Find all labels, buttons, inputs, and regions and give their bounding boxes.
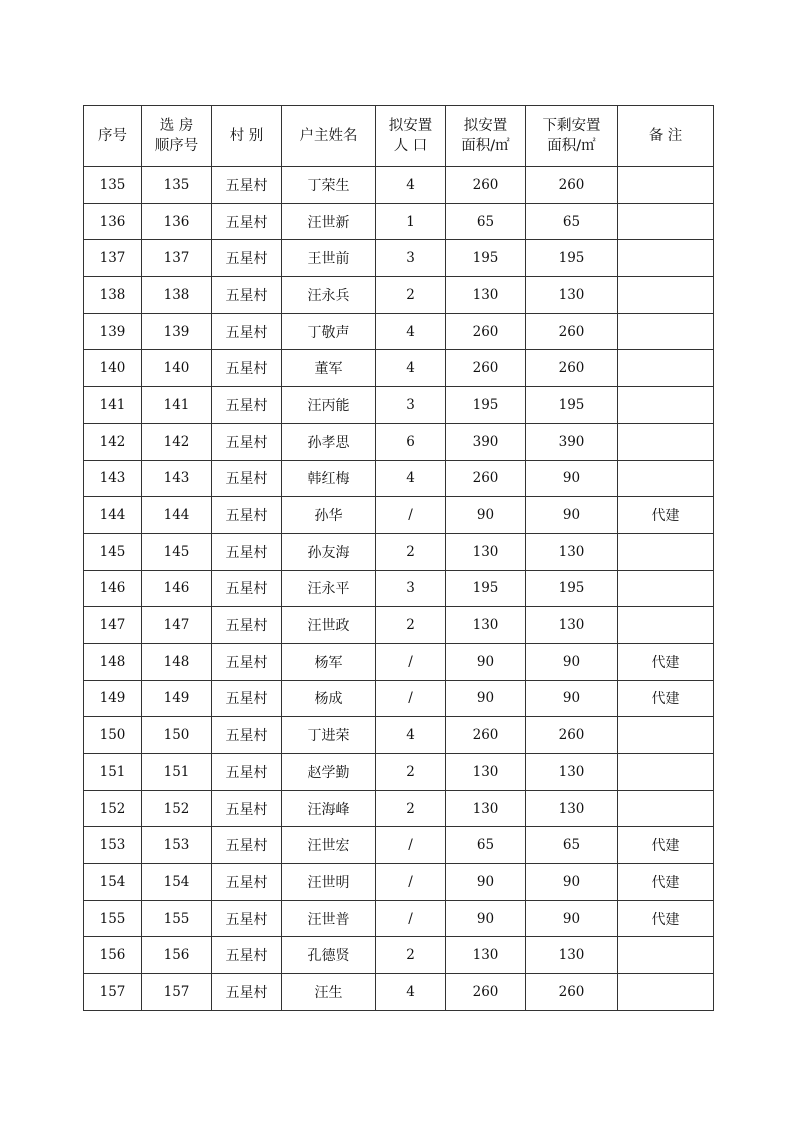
cell-planned-area: 260 xyxy=(446,167,526,204)
cell-select-order: 153 xyxy=(142,827,212,864)
cell-planned-people: / xyxy=(376,643,446,680)
header-planned-people-line1: 拟安置 xyxy=(388,118,433,134)
header-planned-area-line2: 面积/㎡ xyxy=(461,138,510,154)
cell-planned-people: 2 xyxy=(376,937,446,974)
cell-planned-area: 65 xyxy=(446,827,526,864)
cell-planned-area: 130 xyxy=(446,607,526,644)
cell-planned-area: 90 xyxy=(446,643,526,680)
cell-householder: 汪永平 xyxy=(282,570,376,607)
cell-seq: 157 xyxy=(84,974,142,1011)
header-planned-area-line1: 拟安置 xyxy=(463,118,508,134)
table-row xyxy=(84,423,714,460)
cell-remaining-area: 90 xyxy=(526,497,618,534)
table-row xyxy=(84,643,714,680)
cell-seq: 146 xyxy=(84,570,142,607)
cell-planned-area: 90 xyxy=(446,864,526,901)
header-planned-area xyxy=(446,106,526,167)
cell-remark: 代建 xyxy=(618,864,714,901)
cell-seq: 145 xyxy=(84,533,142,570)
cell-remaining-area: 195 xyxy=(526,387,618,424)
cell-remark xyxy=(618,350,714,387)
cell-householder: 杨成 xyxy=(282,680,376,717)
cell-select-order: 136 xyxy=(142,203,212,240)
table-row xyxy=(84,460,714,497)
cell-seq: 138 xyxy=(84,277,142,314)
cell-planned-area: 130 xyxy=(446,277,526,314)
cell-householder: 汪世新 xyxy=(282,203,376,240)
cell-remark xyxy=(618,790,714,827)
cell-householder: 汪生 xyxy=(282,974,376,1011)
cell-seq: 144 xyxy=(84,497,142,534)
cell-village: 五星村 xyxy=(212,167,282,204)
cell-select-order: 144 xyxy=(142,497,212,534)
cell-householder: 汪世宏 xyxy=(282,827,376,864)
cell-remaining-area: 65 xyxy=(526,827,618,864)
cell-planned-people: 3 xyxy=(376,570,446,607)
table-body xyxy=(84,167,714,1011)
cell-remark: 代建 xyxy=(618,680,714,717)
cell-seq: 153 xyxy=(84,827,142,864)
cell-planned-area: 90 xyxy=(446,680,526,717)
cell-planned-people: 2 xyxy=(376,754,446,791)
cell-remaining-area: 130 xyxy=(526,937,618,974)
cell-seq: 155 xyxy=(84,900,142,937)
cell-planned-area: 195 xyxy=(446,240,526,277)
cell-select-order: 139 xyxy=(142,313,212,350)
cell-householder: 丁敬声 xyxy=(282,313,376,350)
header-seq xyxy=(84,106,142,167)
cell-planned-people: 4 xyxy=(376,460,446,497)
cell-remaining-area: 130 xyxy=(526,754,618,791)
table-row xyxy=(84,277,714,314)
cell-village: 五星村 xyxy=(212,937,282,974)
cell-planned-people: / xyxy=(376,827,446,864)
cell-planned-area: 90 xyxy=(446,900,526,937)
cell-village: 五星村 xyxy=(212,423,282,460)
cell-householder: 汪世政 xyxy=(282,607,376,644)
cell-village: 五星村 xyxy=(212,754,282,791)
header-remaining-area xyxy=(526,106,618,167)
cell-select-order: 142 xyxy=(142,423,212,460)
cell-planned-area: 130 xyxy=(446,937,526,974)
cell-remark xyxy=(618,607,714,644)
cell-remark: 代建 xyxy=(618,827,714,864)
header-village xyxy=(212,106,282,167)
cell-planned-people: 1 xyxy=(376,203,446,240)
cell-seq: 149 xyxy=(84,680,142,717)
cell-remark: 代建 xyxy=(618,643,714,680)
header-householder xyxy=(282,106,376,167)
cell-householder: 汪永兵 xyxy=(282,277,376,314)
header-planned-people-line2: 人 口 xyxy=(393,138,428,154)
cell-seq: 135 xyxy=(84,167,142,204)
cell-planned-area: 260 xyxy=(446,974,526,1011)
table-row xyxy=(84,203,714,240)
cell-select-order: 147 xyxy=(142,607,212,644)
cell-planned-area: 65 xyxy=(446,203,526,240)
cell-planned-people: / xyxy=(376,680,446,717)
table-row xyxy=(84,790,714,827)
allocation-table xyxy=(83,105,714,1011)
table-row xyxy=(84,387,714,424)
header-village-text: 村 别 xyxy=(229,128,264,144)
header-select-order-line2: 顺序号 xyxy=(154,138,199,154)
table-row xyxy=(84,533,714,570)
cell-village: 五星村 xyxy=(212,313,282,350)
cell-village: 五星村 xyxy=(212,497,282,534)
cell-planned-area: 195 xyxy=(446,387,526,424)
cell-planned-people: 4 xyxy=(376,167,446,204)
cell-remaining-area: 390 xyxy=(526,423,618,460)
cell-planned-area: 90 xyxy=(446,497,526,534)
cell-village: 五星村 xyxy=(212,277,282,314)
cell-village: 五星村 xyxy=(212,350,282,387)
cell-householder: 丁进荣 xyxy=(282,717,376,754)
cell-select-order: 137 xyxy=(142,240,212,277)
cell-remark: 代建 xyxy=(618,497,714,534)
cell-planned-people: 4 xyxy=(376,350,446,387)
cell-village: 五星村 xyxy=(212,717,282,754)
cell-remaining-area: 260 xyxy=(526,974,618,1011)
cell-planned-area: 260 xyxy=(446,717,526,754)
cell-village: 五星村 xyxy=(212,387,282,424)
header-remaining-area-line2: 面积/㎡ xyxy=(547,138,596,154)
cell-remaining-area: 260 xyxy=(526,313,618,350)
table-row xyxy=(84,570,714,607)
header-select-order-line1: 选 房 xyxy=(159,118,194,134)
cell-remark xyxy=(618,533,714,570)
cell-planned-area: 260 xyxy=(446,313,526,350)
cell-remaining-area: 195 xyxy=(526,570,618,607)
table-row xyxy=(84,717,714,754)
cell-remark: 代建 xyxy=(618,900,714,937)
cell-seq: 136 xyxy=(84,203,142,240)
cell-select-order: 148 xyxy=(142,643,212,680)
cell-seq: 140 xyxy=(84,350,142,387)
cell-planned-people: 2 xyxy=(376,607,446,644)
table-header-row xyxy=(84,106,714,167)
cell-select-order: 149 xyxy=(142,680,212,717)
table-row xyxy=(84,350,714,387)
table-row xyxy=(84,240,714,277)
cell-select-order: 152 xyxy=(142,790,212,827)
cell-householder: 孔德贤 xyxy=(282,937,376,974)
cell-remark xyxy=(618,387,714,424)
cell-remaining-area: 90 xyxy=(526,864,618,901)
cell-seq: 137 xyxy=(84,240,142,277)
cell-planned-area: 195 xyxy=(446,570,526,607)
cell-select-order: 156 xyxy=(142,937,212,974)
cell-remark xyxy=(618,313,714,350)
cell-seq: 139 xyxy=(84,313,142,350)
header-select-order xyxy=(142,106,212,167)
header-planned-people xyxy=(376,106,446,167)
cell-householder: 孙孝思 xyxy=(282,423,376,460)
cell-planned-area: 390 xyxy=(446,423,526,460)
cell-remark xyxy=(618,203,714,240)
cell-village: 五星村 xyxy=(212,680,282,717)
cell-remaining-area: 260 xyxy=(526,167,618,204)
cell-seq: 141 xyxy=(84,387,142,424)
cell-planned-people: 2 xyxy=(376,277,446,314)
cell-householder: 汪世普 xyxy=(282,900,376,937)
table-row xyxy=(84,864,714,901)
cell-seq: 156 xyxy=(84,937,142,974)
cell-remaining-area: 195 xyxy=(526,240,618,277)
cell-planned-people: / xyxy=(376,900,446,937)
cell-planned-people: 6 xyxy=(376,423,446,460)
cell-select-order: 146 xyxy=(142,570,212,607)
cell-householder: 汪世明 xyxy=(282,864,376,901)
cell-planned-area: 130 xyxy=(446,754,526,791)
cell-remaining-area: 65 xyxy=(526,203,618,240)
cell-remark xyxy=(618,754,714,791)
cell-village: 五星村 xyxy=(212,827,282,864)
table-row xyxy=(84,497,714,534)
cell-planned-area: 260 xyxy=(446,350,526,387)
cell-householder: 赵学勤 xyxy=(282,754,376,791)
cell-remark xyxy=(618,240,714,277)
cell-seq: 148 xyxy=(84,643,142,680)
cell-remark xyxy=(618,974,714,1011)
cell-village: 五星村 xyxy=(212,240,282,277)
cell-village: 五星村 xyxy=(212,533,282,570)
cell-planned-area: 130 xyxy=(446,790,526,827)
cell-select-order: 140 xyxy=(142,350,212,387)
header-remark xyxy=(618,106,714,167)
table-row xyxy=(84,680,714,717)
cell-remaining-area: 260 xyxy=(526,717,618,754)
cell-select-order: 157 xyxy=(142,974,212,1011)
cell-village: 五星村 xyxy=(212,460,282,497)
cell-village: 五星村 xyxy=(212,607,282,644)
cell-remaining-area: 90 xyxy=(526,680,618,717)
cell-remark xyxy=(618,167,714,204)
cell-select-order: 155 xyxy=(142,900,212,937)
cell-householder: 韩红梅 xyxy=(282,460,376,497)
cell-village: 五星村 xyxy=(212,900,282,937)
cell-remaining-area: 90 xyxy=(526,900,618,937)
cell-seq: 150 xyxy=(84,717,142,754)
cell-planned-people: 4 xyxy=(376,717,446,754)
cell-seq: 142 xyxy=(84,423,142,460)
cell-remaining-area: 130 xyxy=(526,607,618,644)
cell-remaining-area: 260 xyxy=(526,350,618,387)
cell-village: 五星村 xyxy=(212,643,282,680)
cell-planned-people: / xyxy=(376,497,446,534)
table-row xyxy=(84,313,714,350)
cell-planned-people: 2 xyxy=(376,533,446,570)
cell-remaining-area: 130 xyxy=(526,533,618,570)
cell-select-order: 141 xyxy=(142,387,212,424)
cell-village: 五星村 xyxy=(212,974,282,1011)
table-row xyxy=(84,974,714,1011)
table-row xyxy=(84,167,714,204)
cell-householder: 孙华 xyxy=(282,497,376,534)
cell-planned-people: 2 xyxy=(376,790,446,827)
cell-select-order: 135 xyxy=(142,167,212,204)
cell-select-order: 154 xyxy=(142,864,212,901)
cell-planned-people: / xyxy=(376,864,446,901)
cell-planned-area: 130 xyxy=(446,533,526,570)
header-householder-text: 户主姓名 xyxy=(299,128,358,144)
table-row xyxy=(84,900,714,937)
cell-householder: 杨军 xyxy=(282,643,376,680)
header-remark-text: 备 注 xyxy=(648,128,683,144)
cell-seq: 154 xyxy=(84,864,142,901)
cell-planned-people: 3 xyxy=(376,387,446,424)
cell-seq: 151 xyxy=(84,754,142,791)
table-row xyxy=(84,754,714,791)
header-seq-text: 序号 xyxy=(98,128,127,144)
cell-remark xyxy=(618,937,714,974)
cell-planned-area: 260 xyxy=(446,460,526,497)
cell-remaining-area: 90 xyxy=(526,460,618,497)
table-row xyxy=(84,827,714,864)
cell-select-order: 138 xyxy=(142,277,212,314)
cell-planned-people: 3 xyxy=(376,240,446,277)
cell-householder: 董军 xyxy=(282,350,376,387)
cell-householder: 汪丙能 xyxy=(282,387,376,424)
cell-select-order: 150 xyxy=(142,717,212,754)
cell-seq: 147 xyxy=(84,607,142,644)
cell-remaining-area: 90 xyxy=(526,643,618,680)
cell-select-order: 145 xyxy=(142,533,212,570)
header-remaining-area-line1: 下剩安置 xyxy=(542,118,601,134)
cell-householder: 王世前 xyxy=(282,240,376,277)
table-row xyxy=(84,607,714,644)
cell-householder: 丁荣生 xyxy=(282,167,376,204)
cell-remark xyxy=(618,570,714,607)
cell-village: 五星村 xyxy=(212,570,282,607)
cell-remark xyxy=(618,460,714,497)
cell-select-order: 151 xyxy=(142,754,212,791)
cell-planned-people: 4 xyxy=(376,313,446,350)
cell-seq: 143 xyxy=(84,460,142,497)
cell-remaining-area: 130 xyxy=(526,790,618,827)
table-row xyxy=(84,937,714,974)
cell-remaining-area: 130 xyxy=(526,277,618,314)
cell-remark xyxy=(618,277,714,314)
cell-remark xyxy=(618,717,714,754)
cell-planned-people: 4 xyxy=(376,974,446,1011)
cell-select-order: 143 xyxy=(142,460,212,497)
cell-householder: 孙友海 xyxy=(282,533,376,570)
cell-householder: 汪海峰 xyxy=(282,790,376,827)
cell-village: 五星村 xyxy=(212,790,282,827)
cell-remark xyxy=(618,423,714,460)
cell-seq: 152 xyxy=(84,790,142,827)
cell-village: 五星村 xyxy=(212,864,282,901)
cell-village: 五星村 xyxy=(212,203,282,240)
